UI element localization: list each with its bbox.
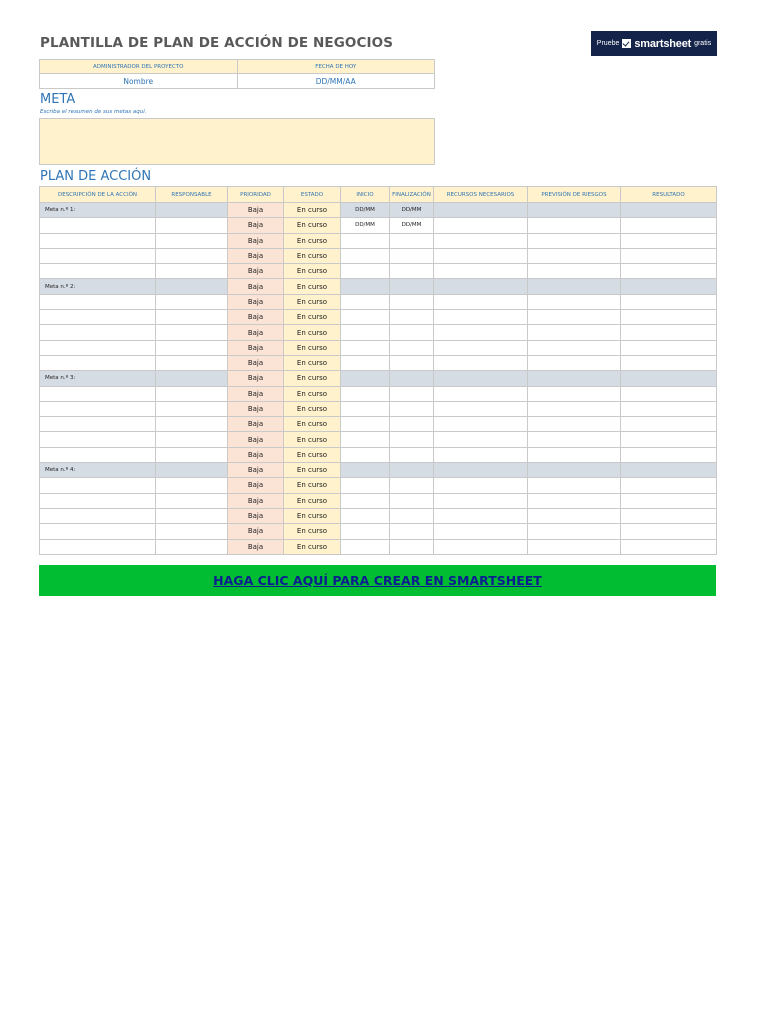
status-cell[interactable]: En curso (284, 493, 341, 508)
column-header: RECURSOS NECESARIOS (434, 187, 528, 203)
risks-cell[interactable] (528, 310, 621, 325)
responsible-cell[interactable] (156, 508, 228, 523)
end-date-cell[interactable] (390, 279, 434, 294)
responsible-cell[interactable] (156, 417, 228, 432)
risks-cell[interactable] (528, 203, 621, 218)
result-cell[interactable] (621, 264, 717, 279)
result-cell[interactable] (621, 355, 717, 370)
start-date-cell[interactable] (341, 524, 390, 539)
responsible-cell[interactable] (156, 248, 228, 263)
goal-row (40, 279, 717, 294)
end-date-cell[interactable]: DD/MM (390, 203, 434, 218)
status-cell[interactable]: En curso (284, 401, 341, 416)
risks-cell[interactable] (528, 432, 621, 447)
action-description-cell[interactable] (40, 310, 156, 325)
end-date-cell[interactable] (390, 386, 434, 401)
action-description-cell[interactable] (40, 539, 156, 554)
start-date-cell[interactable] (341, 355, 390, 370)
priority-cell[interactable]: Baja (228, 264, 284, 279)
resources-cell[interactable] (434, 264, 528, 279)
responsible-cell[interactable] (156, 310, 228, 325)
resources-cell[interactable] (434, 279, 528, 294)
priority-cell[interactable]: Baja (228, 508, 284, 523)
risks-cell[interactable] (528, 524, 621, 539)
end-date-cell[interactable] (390, 355, 434, 370)
responsible-cell[interactable] (156, 432, 228, 447)
result-cell[interactable] (621, 325, 717, 340)
priority-cell[interactable]: Baja (228, 248, 284, 263)
result-cell[interactable] (621, 203, 717, 218)
status-cell[interactable]: En curso (284, 508, 341, 523)
result-cell[interactable] (621, 493, 717, 508)
result-cell[interactable] (621, 310, 717, 325)
table-row (40, 386, 717, 401)
action-plan-table (39, 186, 717, 555)
status-cell[interactable]: En curso (284, 463, 341, 478)
status-cell[interactable]: En curso (284, 279, 341, 294)
risks-cell[interactable] (528, 355, 621, 370)
today-date-field[interactable]: DD/MM/AA (237, 74, 435, 89)
meta-summary-field[interactable] (39, 118, 435, 165)
status-cell[interactable]: En curso (284, 447, 341, 462)
goal-label[interactable]: Meta n.º 4: (40, 463, 156, 478)
responsible-cell[interactable] (156, 386, 228, 401)
priority-cell[interactable]: Baja (228, 463, 284, 478)
table-row (40, 524, 717, 539)
column-header: RESULTADO (621, 187, 717, 203)
priority-cell[interactable]: Baja (228, 539, 284, 554)
result-cell[interactable] (621, 294, 717, 309)
end-date-cell[interactable] (390, 310, 434, 325)
priority-cell[interactable]: Baja (228, 279, 284, 294)
priority-cell[interactable]: Baja (228, 493, 284, 508)
today-date-header: FECHA DE HOY (237, 60, 435, 74)
priority-cell[interactable]: Baja (228, 371, 284, 386)
start-date-cell[interactable] (341, 508, 390, 523)
responsible-cell[interactable] (156, 294, 228, 309)
table-row (40, 447, 717, 462)
end-date-cell[interactable] (390, 478, 434, 493)
risks-cell[interactable] (528, 371, 621, 386)
resources-cell[interactable] (434, 355, 528, 370)
table-row (40, 340, 717, 355)
table-row (40, 294, 717, 309)
page-title: PLANTILLA DE PLAN DE ACCIÓN DE NEGOCIOS (40, 35, 394, 51)
result-cell[interactable] (621, 508, 717, 523)
responsible-cell[interactable] (156, 325, 228, 340)
responsible-cell[interactable] (156, 355, 228, 370)
result-cell[interactable] (621, 279, 717, 294)
resources-cell[interactable] (434, 371, 528, 386)
result-cell[interactable] (621, 218, 717, 233)
result-cell[interactable] (621, 386, 717, 401)
priority-cell[interactable]: Baja (228, 478, 284, 493)
responsible-cell[interactable] (156, 401, 228, 416)
risks-cell[interactable] (528, 478, 621, 493)
resources-cell[interactable] (434, 248, 528, 263)
action-description-cell[interactable] (40, 233, 156, 248)
resources-cell[interactable] (434, 508, 528, 523)
responsible-cell[interactable] (156, 279, 228, 294)
resources-cell[interactable] (434, 493, 528, 508)
status-cell[interactable]: En curso (284, 248, 341, 263)
status-cell[interactable]: En curso (284, 233, 341, 248)
action-description-cell[interactable] (40, 417, 156, 432)
promo-suffix: gratis (694, 40, 712, 47)
status-cell[interactable]: En curso (284, 432, 341, 447)
promo-prefix: Pruebe (596, 40, 620, 47)
risks-cell[interactable] (528, 340, 621, 355)
status-cell[interactable]: En curso (284, 417, 341, 432)
end-date-cell[interactable] (390, 508, 434, 523)
table-row (40, 401, 717, 416)
project-manager-field[interactable]: Nombre (40, 74, 238, 89)
promo-brand: smartsheet (634, 37, 692, 50)
end-date-cell[interactable] (390, 539, 434, 554)
project-info-table (39, 59, 435, 89)
end-date-cell[interactable] (390, 294, 434, 309)
action-description-cell[interactable] (40, 355, 156, 370)
action-description-cell[interactable] (40, 218, 156, 233)
resources-cell[interactable] (434, 463, 528, 478)
risks-cell[interactable] (528, 386, 621, 401)
start-date-cell[interactable] (341, 233, 390, 248)
start-date-cell[interactable] (341, 294, 390, 309)
risks-cell[interactable] (528, 401, 621, 416)
action-description-cell[interactable] (40, 447, 156, 462)
resources-cell[interactable] (434, 417, 528, 432)
status-cell[interactable]: En curso (284, 478, 341, 493)
risks-cell[interactable] (528, 539, 621, 554)
risks-cell[interactable] (528, 279, 621, 294)
risks-cell[interactable] (528, 463, 621, 478)
start-date-cell[interactable] (341, 417, 390, 432)
status-cell[interactable]: En curso (284, 264, 341, 279)
responsible-cell[interactable] (156, 447, 228, 462)
resources-cell[interactable] (434, 218, 528, 233)
status-cell[interactable]: En curso (284, 294, 341, 309)
meta-section-title: META (40, 92, 76, 107)
end-date-cell[interactable]: DD/MM (390, 218, 434, 233)
result-cell[interactable] (621, 401, 717, 416)
priority-cell[interactable]: Baja (228, 447, 284, 462)
action-description-cell[interactable] (40, 340, 156, 355)
status-cell[interactable]: En curso (284, 386, 341, 401)
goal-label[interactable]: Meta n.º 2: (40, 279, 156, 294)
table-row (40, 478, 717, 493)
end-date-cell[interactable] (390, 248, 434, 263)
risks-cell[interactable] (528, 264, 621, 279)
table-header-row (40, 187, 717, 203)
priority-cell[interactable]: Baja (228, 355, 284, 370)
start-date-cell[interactable] (341, 493, 390, 508)
priority-cell[interactable]: Baja (228, 524, 284, 539)
start-date-cell[interactable] (341, 463, 390, 478)
result-cell[interactable] (621, 432, 717, 447)
table-row (40, 310, 717, 325)
status-cell[interactable]: En curso (284, 371, 341, 386)
responsible-cell[interactable] (156, 539, 228, 554)
start-date-cell[interactable] (341, 401, 390, 416)
responsible-cell[interactable] (156, 264, 228, 279)
start-date-cell[interactable]: DD/MM (341, 218, 390, 233)
smartsheet-promo-banner[interactable] (591, 31, 717, 56)
table-row (40, 539, 717, 554)
plan-section-title: PLAN DE ACCIÓN (40, 169, 152, 184)
column-header: INICIO (341, 187, 390, 203)
table-row (40, 264, 717, 279)
resources-cell[interactable] (434, 340, 528, 355)
risks-cell[interactable] (528, 294, 621, 309)
table-row (40, 417, 717, 432)
result-cell[interactable] (621, 417, 717, 432)
risks-cell[interactable] (528, 218, 621, 233)
priority-cell[interactable]: Baja (228, 294, 284, 309)
column-header: DESCRIPCIÓN DE LA ACCIÓN (40, 187, 156, 203)
end-date-cell[interactable] (390, 463, 434, 478)
action-description-cell[interactable] (40, 508, 156, 523)
responsible-cell[interactable] (156, 340, 228, 355)
goal-row (40, 203, 717, 218)
resources-cell[interactable] (434, 233, 528, 248)
status-cell[interactable]: En curso (284, 355, 341, 370)
priority-cell[interactable]: Baja (228, 310, 284, 325)
end-date-cell[interactable] (390, 371, 434, 386)
end-date-cell[interactable] (390, 417, 434, 432)
end-date-cell[interactable] (390, 401, 434, 416)
goal-label[interactable]: Meta n.º 1: (40, 203, 156, 218)
resources-cell[interactable] (434, 539, 528, 554)
start-date-cell[interactable] (341, 325, 390, 340)
end-date-cell[interactable] (390, 524, 434, 539)
table-row (40, 355, 717, 370)
resources-cell[interactable] (434, 524, 528, 539)
table-row (40, 233, 717, 248)
table-row (40, 325, 717, 340)
end-date-cell[interactable] (390, 493, 434, 508)
end-date-cell[interactable] (390, 447, 434, 462)
action-description-cell[interactable] (40, 264, 156, 279)
column-header: RESPONSABLE (156, 187, 228, 203)
resources-cell[interactable] (434, 401, 528, 416)
start-date-cell[interactable] (341, 539, 390, 554)
start-date-cell[interactable] (341, 340, 390, 355)
priority-cell[interactable]: Baja (228, 417, 284, 432)
result-cell[interactable] (621, 248, 717, 263)
resources-cell[interactable] (434, 310, 528, 325)
table-row (40, 432, 717, 447)
resources-cell[interactable] (434, 478, 528, 493)
risks-cell[interactable] (528, 508, 621, 523)
table-row (40, 248, 717, 263)
priority-cell[interactable]: Baja (228, 401, 284, 416)
responsible-cell[interactable] (156, 493, 228, 508)
action-description-cell[interactable] (40, 524, 156, 539)
end-date-cell[interactable] (390, 264, 434, 279)
risks-cell[interactable] (528, 417, 621, 432)
start-date-cell[interactable]: DD/MM (341, 203, 390, 218)
status-cell[interactable]: En curso (284, 310, 341, 325)
action-description-cell[interactable] (40, 325, 156, 340)
action-description-cell[interactable] (40, 294, 156, 309)
start-date-cell[interactable] (341, 386, 390, 401)
smartsheet-logo-icon (622, 39, 631, 48)
end-date-cell[interactable] (390, 340, 434, 355)
result-cell[interactable] (621, 233, 717, 248)
start-date-cell[interactable] (341, 310, 390, 325)
priority-cell[interactable]: Baja (228, 340, 284, 355)
resources-cell[interactable] (434, 325, 528, 340)
priority-cell[interactable]: Baja (228, 233, 284, 248)
goal-row (40, 371, 717, 386)
result-cell[interactable] (621, 371, 717, 386)
responsible-cell[interactable] (156, 203, 228, 218)
meta-note: Escriba el resumen de sus metas aquí. (40, 109, 147, 115)
status-cell[interactable]: En curso (284, 524, 341, 539)
responsible-cell[interactable] (156, 233, 228, 248)
action-description-cell[interactable] (40, 478, 156, 493)
risks-cell[interactable] (528, 233, 621, 248)
table-row (40, 508, 717, 523)
responsible-cell[interactable] (156, 524, 228, 539)
resources-cell[interactable] (434, 447, 528, 462)
risks-cell[interactable] (528, 447, 621, 462)
status-cell[interactable]: En curso (284, 325, 341, 340)
cta-banner (39, 565, 716, 596)
resources-cell[interactable] (434, 386, 528, 401)
action-description-cell[interactable] (40, 493, 156, 508)
resources-cell[interactable] (434, 294, 528, 309)
start-date-cell[interactable] (341, 264, 390, 279)
status-cell[interactable]: En curso (284, 539, 341, 554)
end-date-cell[interactable] (390, 432, 434, 447)
priority-cell[interactable]: Baja (228, 325, 284, 340)
priority-cell[interactable]: Baja (228, 218, 284, 233)
result-cell[interactable] (621, 463, 717, 478)
priority-cell[interactable]: Baja (228, 432, 284, 447)
table-row (40, 218, 717, 233)
action-description-cell[interactable] (40, 401, 156, 416)
goal-row (40, 463, 717, 478)
result-cell[interactable] (621, 447, 717, 462)
result-cell[interactable] (621, 539, 717, 554)
responsible-cell[interactable] (156, 478, 228, 493)
resources-cell[interactable] (434, 432, 528, 447)
project-manager-header: ADMINISTRADOR DEL PROYECTO (40, 60, 238, 74)
action-description-cell[interactable] (40, 386, 156, 401)
action-description-cell[interactable] (40, 248, 156, 263)
risks-cell[interactable] (528, 325, 621, 340)
status-cell[interactable]: En curso (284, 218, 341, 233)
table-row (40, 493, 717, 508)
start-date-cell[interactable] (341, 248, 390, 263)
column-header: ESTADO (284, 187, 341, 203)
create-in-smartsheet-link[interactable]: HAGA CLIC AQUÍ PARA CREAR EN SMARTSHEET (213, 573, 542, 588)
priority-cell[interactable]: Baja (228, 386, 284, 401)
status-cell[interactable]: En curso (284, 203, 341, 218)
responsible-cell[interactable] (156, 218, 228, 233)
resources-cell[interactable] (434, 203, 528, 218)
result-cell[interactable] (621, 478, 717, 493)
start-date-cell[interactable] (341, 447, 390, 462)
start-date-cell[interactable] (341, 478, 390, 493)
result-cell[interactable] (621, 340, 717, 355)
column-header: PREVISIÓN DE RIESGOS (528, 187, 621, 203)
status-cell[interactable]: En curso (284, 340, 341, 355)
start-date-cell[interactable] (341, 371, 390, 386)
end-date-cell[interactable] (390, 233, 434, 248)
action-description-cell[interactable] (40, 432, 156, 447)
risks-cell[interactable] (528, 493, 621, 508)
priority-cell[interactable]: Baja (228, 203, 284, 218)
risks-cell[interactable] (528, 248, 621, 263)
responsible-cell[interactable] (156, 463, 228, 478)
responsible-cell[interactable] (156, 371, 228, 386)
start-date-cell[interactable] (341, 279, 390, 294)
end-date-cell[interactable] (390, 325, 434, 340)
goal-label[interactable]: Meta n.º 3: (40, 371, 156, 386)
column-header: FINALIZACIÓN (390, 187, 434, 203)
result-cell[interactable] (621, 524, 717, 539)
start-date-cell[interactable] (341, 432, 390, 447)
column-header: PRIORIDAD (228, 187, 284, 203)
